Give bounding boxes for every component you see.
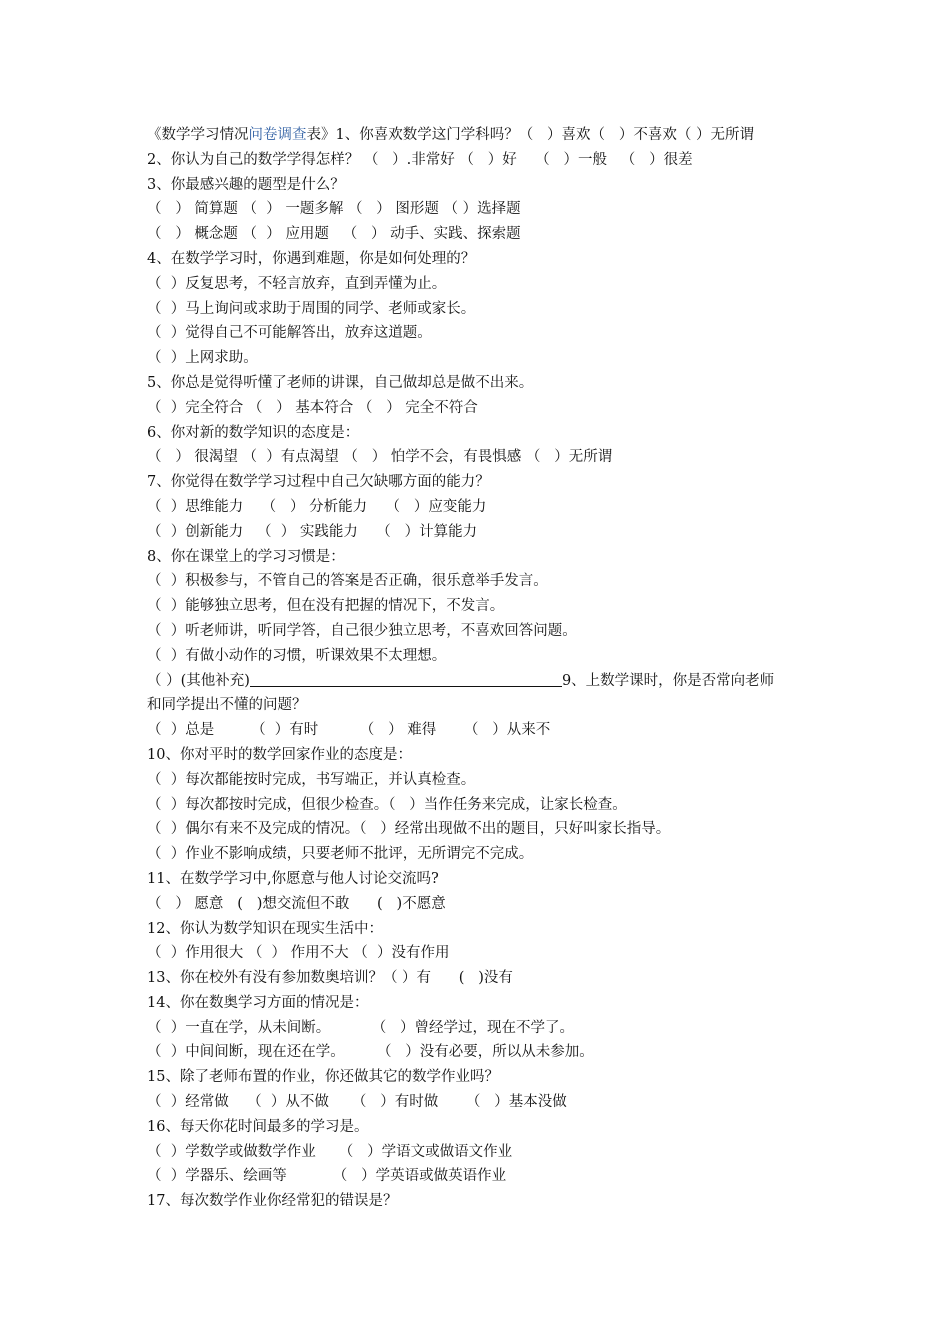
question-7: 7、你觉得在数学学习过程中自己欠缺哪方面的能力？ [147,474,490,491]
question-8-option-4: （ ）有做小动作的习惯，听课效果不太理想。 [147,647,447,664]
question-9-start: 9、上数学课时，你是否常向老师 [561,672,775,689]
question-4-option-1: （ ）反复思考，不轻言放弃，直到弄懂为止。 [147,275,447,292]
question-12-options: （ ）作用很大 （ ） 作用不大 （ ）没有作用 [147,945,450,962]
question-4-option-4: （ ）上网求助。 [147,350,258,367]
question-15: 15、除了老师布置的作业，你还做其它的数学作业吗？ [147,1069,499,1086]
question-8-option-2: （ ）能够独立思考，但在没有把握的情况下，不发言。 [147,598,505,615]
questionnaire-document [147,123,827,1214]
question-12: 12、你认为数学知识在现实生活中： [147,920,383,937]
question-14: 14、你在数奥学习方面的情况是： [147,994,369,1011]
fill-in-blank[interactable] [250,670,562,687]
question-9-continued: 和同学提出不懂的问题？ [147,697,307,714]
question-13: 13、你在校外有没有参加数奥培训？（ ）有 ( )没有 [147,970,513,987]
question-15-options: （ ）经常做 （ ）从不做 （ ）有时做 （ ）基本没做 [147,1094,567,1111]
question-5: 5、你总是觉得听懂了老师的讲课，自己做却总是做不出来。 [147,374,534,391]
question-4-option-3: （ ）觉得自己不可能解答出，放弃这道题。 [147,325,432,342]
question-6: 6、你对新的数学知识的态度是： [147,424,360,441]
title-prefix: 《数学学习情况 [147,127,249,143]
question-8: 8、你在课堂上的学习习惯是： [147,548,345,565]
question-9-options: （ ）总是 （ ）有时 （ ） 难得 （ ）从来不 [147,722,551,739]
question-7-options-row-1: （ ）思维能力 （ ） 分析能力 （ ）应变能力 [147,498,487,515]
question-14-options-row-2: （ ）中间间断，现在还在学。 （ ）没有必要，所以从未参加。 [147,1044,594,1061]
question-8-option-1: （ ）积极参与，不管自己的答案是否正确，很乐意举手发言。 [147,573,548,590]
question-8-option-3: （ ）听老师讲，听同学答，自己很少独立思考，不喜欢回答问题。 [147,622,577,639]
question-16: 16、每天你花时间最多的学习是。 [147,1118,369,1135]
question-11-options: （ ） 愿意 ( )想交流但不敢 ( )不愿意 [147,895,446,912]
question-4: 4、在数学学习时，你遇到难题，你是如何处理的？ [147,250,476,267]
question-3-options-row-1: （ ） 简算题 （ ） 一题多解 （ ） 图形题 （ ）选择题 [147,201,521,218]
question-8-other-and-question-9 [147,669,827,694]
question-4-option-2: （ ）马上询问或求助于周围的同学、老师或家长。 [147,300,476,317]
question-3: 3、你最感兴趣的题型是什么？ [147,176,345,193]
title-line [147,123,827,148]
question-10: 10、你对平时的数学回家作业的态度是： [147,746,412,763]
question-11: 11、在数学学习中,你愿意与他人讨论交流吗? [147,870,439,887]
questionnaire-link[interactable]: 问卷调查 [248,127,307,143]
question-14-options-row-1: （ ）一直在学，从未间断。 （ ）曾经学过，现在不学了。 [147,1019,575,1036]
question-10-option-1: （ ）每次都能按时完成，书写端正，并认真检查。 [147,771,476,788]
question-16-options-row-1: （ ）学数学或做数学作业 （ ）学语文或做语文作业 [147,1143,513,1160]
question-6-options: （ ） 很渴望 （ ）有点渴望 （ ） 怕学不会，有畏惧感 （ ）无所谓 [147,449,613,466]
question-17: 17、每次数学作业你经常犯的错误是？ [147,1193,398,1210]
question-5-options: （ ）完全符合 （ ） 基本符合 （ ） 完全不符合 [147,399,478,416]
question-16-options-row-2: （ ）学器乐、绘画等 （ ）学英语或做英语作业 [147,1168,507,1185]
question-2: 2、你认为自己的数学学得怎样？ （ ）.非常好 （ ）好 （ ）一般 （ ）很差 [147,151,693,168]
question-7-options-row-2: （ ）创新能力 （ ） 实践能力 （ ）计算能力 [147,523,478,540]
question-10-option-3: （ ）偶尔有来不及完成的情况。（ ）经常出现做不出的题目，只好叫家长指导。 [147,821,671,838]
title-suffix-q1: 表》1、你喜欢数学这门学科吗？（ ）喜欢（ ）不喜欢（ ）无所谓 [306,127,754,143]
question-10-option-2: （ ）每次都按时完成，但很少检查。（ ）当作任务来完成，让家长检查。 [147,796,627,813]
question-3-options-row-2: （ ） 概念题 （ ） 应用题 （ ） 动手、实践、探索题 [147,226,521,243]
question-10-option-4: （ ）作业不影响成绩，只要老师不批评，无所谓完不完成。 [147,846,534,863]
other-supplement-label: （ ）(其他补充) [147,672,250,689]
